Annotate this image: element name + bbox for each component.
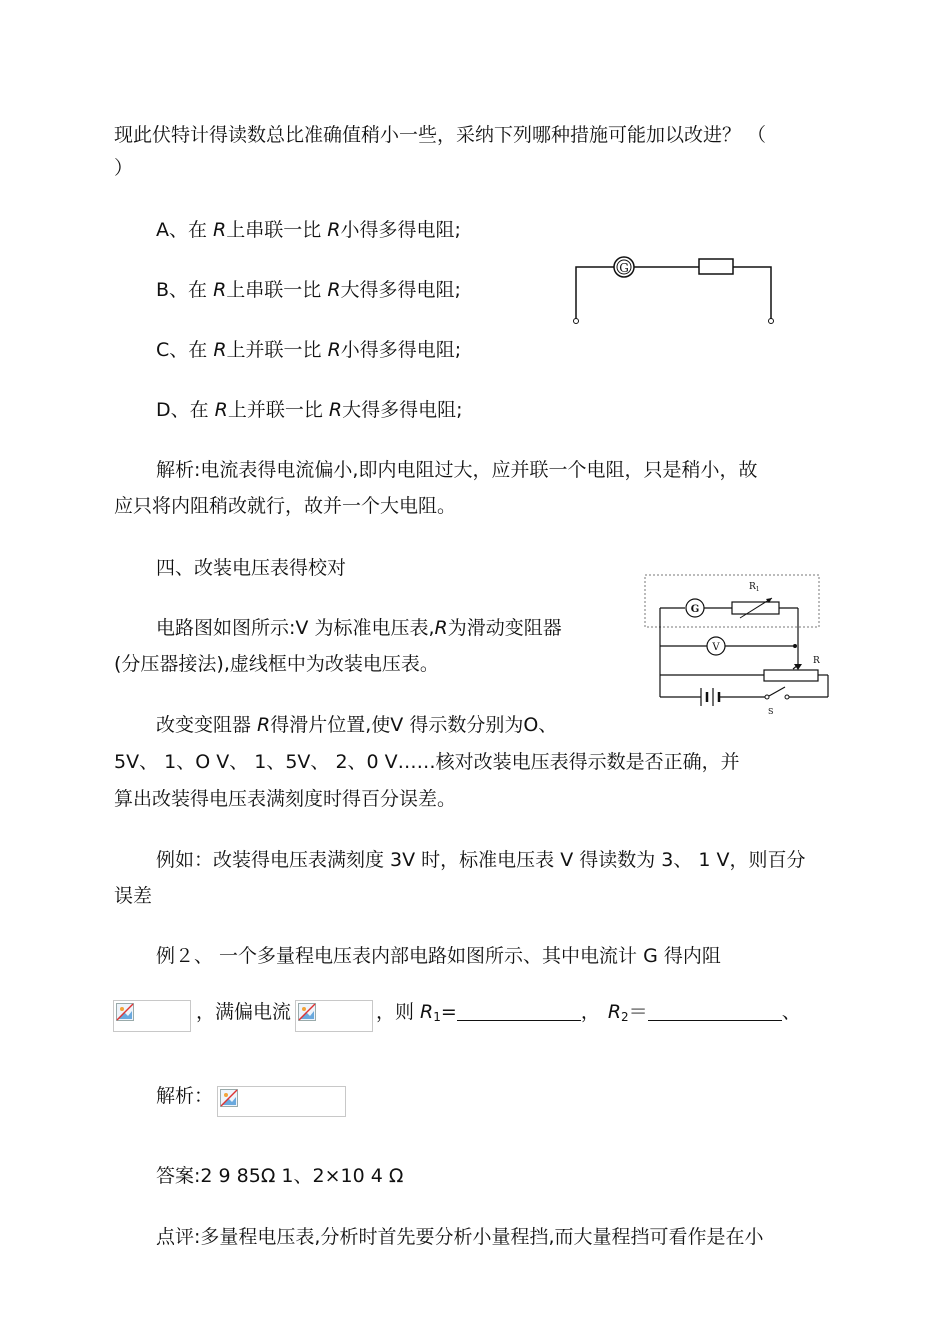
analysis1-line2: 应只将内阻稍改就行，故并一个大电阻。: [114, 495, 457, 517]
example-line2: 误差: [114, 885, 153, 907]
example2-answer-blanks: ，则 $R_1=$ ， $R_2=$ 、: [376, 1001, 801, 1024]
procedure-line1: 改变变阻器 R得滑片位置,使V 得示数分别为O、: [156, 714, 558, 736]
broken-image-icon: [113, 1000, 191, 1032]
question-intro-line1: 现此伏特计得读数总比准确值稍小一些，采纳下列哪种措施可能加以改进？ （: [114, 124, 767, 146]
terminal-left: [574, 319, 579, 324]
dashed-box: [645, 575, 819, 627]
r2-blank[interactable]: [648, 1002, 782, 1021]
circuit-desc-line1: 电路图如图所示:V 为标准电压表,R为滑动变阻器: [156, 617, 562, 639]
circuit-desc-line2: (分压器接法),虚线框中为改装电压表。: [114, 653, 439, 675]
option-c: C、在 R上并联一比 R小得多得电阻;: [156, 339, 462, 361]
switch-symbol: [769, 687, 785, 696]
rheostat-symbol: [764, 670, 818, 681]
procedure-line3: 算出改装得电压表满刻度时得百分误差。: [114, 788, 457, 810]
example-line1: 例如：改装得电压表满刻度 3V 时，标准电压表 V 得读数为 3、 1 V，则百分: [156, 849, 806, 871]
analysis1-line1: 解析:电流表得电流偏小,即内电阻过大，应并联一个电阻，只是稍小，故: [156, 459, 758, 481]
question-intro-line2: ）: [114, 157, 134, 179]
r1-label: $R_1$: [749, 582, 760, 593]
r-label: R: [813, 656, 820, 666]
example2-text-a: ，满偏电流: [196, 1001, 292, 1023]
option-b: B、在 R上串联一比 R大得多得电阻;: [156, 279, 461, 301]
s-label: S: [768, 707, 774, 716]
analysis2-label: 解析：: [156, 1085, 214, 1107]
example2-line1: 例２、 一个多量程电压表内部电路如图所示、其中电流计 G 得内阻: [156, 945, 721, 967]
r1-blank[interactable]: [457, 1002, 581, 1021]
procedure-line2: 5V、 1、O V、 1、5V、 2、0 V……核对改装电压表得示数是否正确，并: [114, 751, 740, 773]
galvanometer-resistor-circuit: [568, 248, 783, 328]
terminal-right: [769, 319, 774, 324]
galvanometer-label: G: [619, 261, 629, 275]
broken-image-icon: [295, 1000, 373, 1032]
broken-image-icon: [217, 1086, 346, 1117]
resistor-symbol: [699, 259, 733, 274]
answer-line: 答案:2 9 85Ω 1、2×10 4 Ω: [156, 1165, 404, 1187]
voltmeter-calibration-circuit: [640, 570, 840, 720]
option-d: D、在 R上并联一比 R大得多得电阻;: [156, 399, 463, 421]
g-label: G: [690, 604, 700, 615]
section4-title: 四、改装电压表得校对: [156, 557, 347, 579]
option-a: A、在 R上串联一比 R小得多得电阻;: [156, 219, 461, 241]
comment-line: 点评:多量程电压表,分析时首先要分析小量程挡,而大量程挡可看作是在小: [156, 1226, 764, 1248]
v-label: V: [712, 642, 720, 653]
